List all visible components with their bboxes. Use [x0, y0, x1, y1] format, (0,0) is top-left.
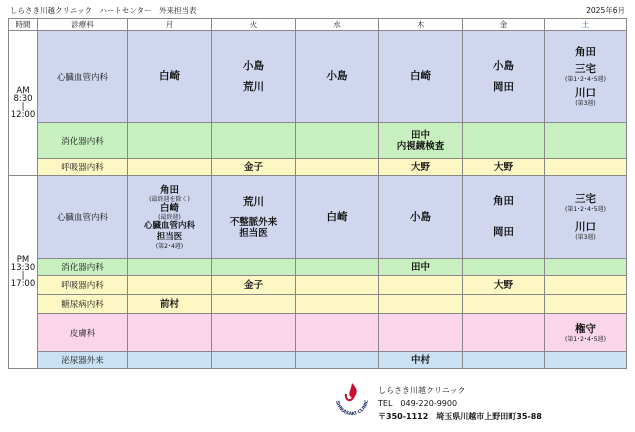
pm-derma-sat [545, 314, 627, 352]
am-resp-thu [379, 159, 463, 176]
doctor-name: 角田 [493, 195, 514, 207]
pm-cardio-thu [379, 176, 463, 259]
pm-gastro-dept: 消化器内科 [38, 259, 128, 276]
pm-label: PM [16, 255, 30, 265]
am-cardio-mon [128, 31, 212, 123]
pm-gastro-wed [296, 259, 379, 276]
doctor-name: 大野 [493, 161, 513, 173]
pm-derma-row [9, 314, 627, 352]
col-sat: 土 [545, 19, 627, 31]
pm-derma-mon [128, 314, 212, 352]
doctor-note: (第3週) [575, 100, 596, 107]
pm-resp-dept: 呼吸器内科 [38, 276, 128, 295]
doctor-name: 三宅 [575, 63, 596, 75]
pm-uro-sat [545, 352, 627, 369]
pm-resp-thu [379, 276, 463, 295]
clinic-label: 不整脈外来 [229, 216, 278, 228]
pm-gastro-thu [379, 259, 463, 276]
pm-derma-wed [296, 314, 379, 352]
exam-label: 内視鏡検査 [396, 140, 445, 152]
doctor-note: (第1･2･4･5週) [565, 206, 606, 213]
am-end: 12:00 [10, 110, 36, 120]
pm-derma-tue [212, 314, 296, 352]
pm-cardio-wed [296, 176, 379, 259]
am-cardio-sat [545, 31, 627, 123]
doctor-name: 白崎 [159, 202, 179, 214]
pm-gastro-tue [212, 259, 296, 276]
doctor-name: 小島 [326, 70, 348, 82]
col-fri: 金 [463, 19, 545, 31]
pm-uro-mon [128, 352, 212, 369]
col-wed: 水 [296, 19, 379, 31]
doctor-name: 川口 [575, 87, 596, 99]
schedule-date: 2025年6月 [586, 6, 625, 15]
doctor-name: 小島 [493, 59, 514, 72]
schedule-table [8, 18, 627, 369]
am-cardio-wed [296, 31, 379, 123]
doctor-name: 心臓血管内科 [143, 220, 195, 231]
pm-end: 17:00 [10, 279, 36, 289]
doctor-name: 権守 [575, 322, 596, 335]
pm-cardio-mon [128, 176, 212, 259]
am-gastro-sat [545, 123, 627, 159]
doctor-name: 角田 [575, 46, 596, 58]
pm-resp-row [9, 276, 627, 295]
am-resp-wed [296, 159, 379, 176]
am-gastro-fri [463, 123, 545, 159]
clinic-tel: TEL 049-220-9900 [378, 399, 458, 408]
pm-derma-thu [379, 314, 463, 352]
pm-gastro-fri [463, 259, 545, 276]
pm-cardio-sat [545, 176, 627, 259]
clinic-label: 担当医 [239, 227, 268, 239]
pm-gastro-sat [545, 259, 627, 276]
pm-diabetes-mon [128, 295, 212, 314]
am-cardio-fri [463, 31, 545, 123]
doctor-note: (第3週) [575, 234, 596, 241]
doctor-note: (最終週) [158, 213, 181, 221]
pm-sep: | [21, 271, 25, 281]
doctor-name: 岡田 [493, 226, 514, 238]
doctor-name: 田中 [410, 261, 430, 273]
pm-diabetes-row [9, 295, 627, 314]
doctor-note: (第1･2･4･5週) [565, 335, 606, 343]
doctor-name: 金子 [243, 161, 263, 173]
am-gastro-wed [296, 123, 379, 159]
pm-diabetes-dept: 糖尿病内科 [38, 295, 128, 314]
pm-uro-dept: 泌尿器外来 [38, 352, 128, 369]
page-title: しらさき川越クリニック ハートセンター 外来担当表 [10, 6, 197, 15]
am-start: 8:30 [13, 94, 33, 104]
pm-cardio-dept: 心臓血管内科 [38, 176, 128, 259]
col-mon: 月 [128, 19, 212, 31]
doctor-name: 白崎 [159, 70, 180, 82]
am-gastro-thu [379, 123, 463, 159]
am-sep: | [21, 102, 25, 112]
col-dept: 診療科 [38, 19, 128, 31]
pm-uro-thu [379, 352, 463, 369]
pm-resp-mon [128, 276, 212, 295]
pm-resp-wed [296, 276, 379, 295]
am-resp-tue [212, 159, 296, 176]
doctor-name: 金子 [243, 279, 263, 291]
pm-gastro-row [9, 259, 627, 276]
doctor-name: 大野 [493, 279, 513, 291]
clinic-address: 〒350-1112 埼玉県川越市上野田町35-88 [378, 412, 542, 421]
doctor-name: 白崎 [410, 70, 431, 82]
pm-uro-wed [296, 352, 379, 369]
doctor-name: 荒川 [243, 195, 264, 208]
clinic-name: しらさき川越クリニック [378, 386, 466, 395]
doctor-name: 三宅 [575, 193, 596, 205]
pm-diabetes-thu [379, 295, 463, 314]
pm-uro-row [9, 352, 627, 369]
header-row [9, 19, 627, 31]
pm-diabetes-fri [463, 295, 545, 314]
pm-diabetes-sat [545, 295, 627, 314]
doctor-name: 小島 [410, 210, 431, 223]
doctor-name: 岡田 [493, 80, 514, 93]
am-cardio-tue [212, 31, 296, 123]
doctor-name: 前村 [159, 298, 179, 310]
pm-derma-fri [463, 314, 545, 352]
doctor-note: (第1･2･4･5週) [565, 76, 606, 83]
clinic-info [378, 384, 542, 423]
am-label: AM [16, 86, 30, 96]
am-gastro-dept: 消化器内科 [38, 123, 128, 159]
am-time-cell [9, 31, 38, 176]
doctor-name: 大野 [410, 161, 430, 173]
doctor-name: 田中 [410, 129, 430, 141]
am-resp-fri [463, 159, 545, 176]
doctor-name: 白崎 [326, 210, 348, 223]
pm-start: 13:30 [10, 263, 36, 273]
am-cardio-row [9, 31, 627, 123]
pm-resp-tue [212, 276, 296, 295]
pm-uro-fri [463, 352, 545, 369]
col-tue: 火 [212, 19, 296, 31]
am-gastro-row [9, 123, 627, 159]
am-cardio-dept: 心臓血管内科 [38, 31, 128, 123]
pm-cardio-fri [463, 176, 545, 259]
am-cardio-thu [379, 31, 463, 123]
am-gastro-tue [212, 123, 296, 159]
clinic-logo [330, 377, 374, 425]
pm-diabetes-wed [296, 295, 379, 314]
doctor-name: 荒川 [243, 80, 264, 93]
pm-uro-tue [212, 352, 296, 369]
flame-icon [349, 383, 356, 398]
am-resp-mon [128, 159, 212, 176]
col-time: 時間 [9, 19, 38, 31]
am-gastro-mon [128, 123, 212, 159]
doctor-name: 川口 [575, 221, 596, 233]
logo-ring-text: SHIRASAKI CLINIC [334, 399, 371, 418]
pm-time-cell [9, 176, 38, 369]
pm-resp-sat [545, 276, 627, 295]
pm-derma-dept: 皮膚科 [38, 314, 128, 352]
col-thu: 木 [379, 19, 463, 31]
doctor-name: 中村 [410, 354, 430, 366]
pm-diabetes-tue [212, 295, 296, 314]
pm-cardio-tue [212, 176, 296, 259]
pm-gastro-mon [128, 259, 212, 276]
doctor-note: (最終週を除く) [149, 195, 190, 203]
doctor-name: 角田 [159, 184, 179, 196]
doctor-note: (第2･4週) [155, 242, 184, 250]
pm-cardio-row [9, 176, 627, 259]
am-resp-sat [545, 159, 627, 176]
doctor-name: 小島 [243, 59, 264, 72]
doctor-name: 担当医 [156, 231, 183, 242]
pm-resp-fri [463, 276, 545, 295]
am-resp-dept: 呼吸器内科 [38, 159, 128, 176]
am-resp-row [9, 159, 627, 176]
